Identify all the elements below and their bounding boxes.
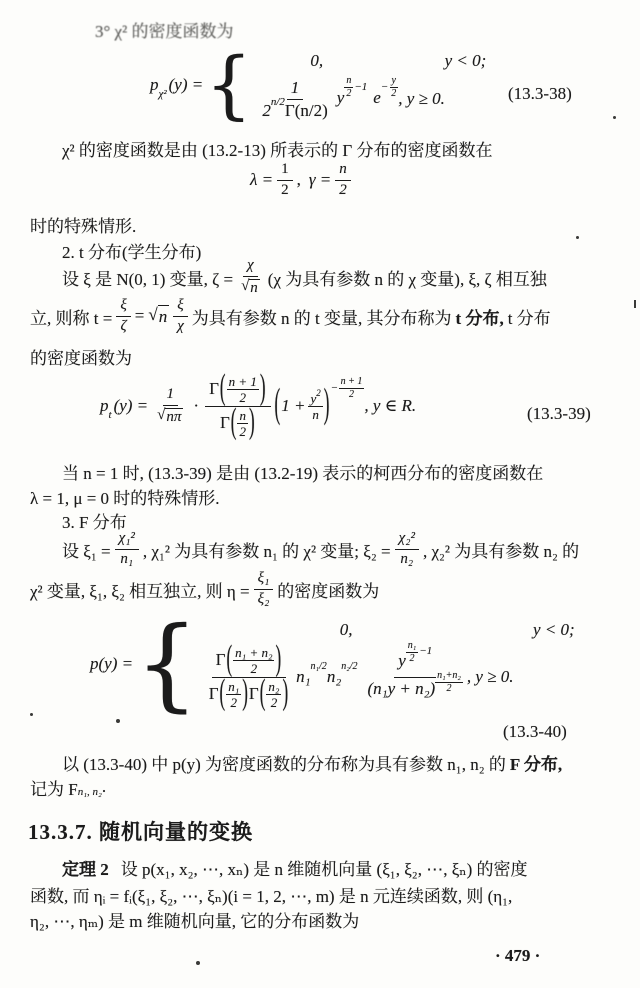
open-paren: ( xyxy=(259,672,266,713)
radical-sign: √ xyxy=(157,406,166,423)
f40-y-num xyxy=(394,639,436,678)
f39-exp-num: n + 1 xyxy=(340,375,363,387)
t-f2-num: ξ xyxy=(116,298,130,317)
f38-condition2: , y ≥ 0. xyxy=(398,89,445,108)
f40-y-exp-num: n₁ xyxy=(407,639,417,651)
gamma-symbol: Γ xyxy=(248,684,259,704)
f-f3-den: ξ₂ xyxy=(257,590,270,607)
f-f1-num: χ₁² xyxy=(115,531,139,550)
f-symbol: 记为 F xyxy=(30,779,78,799)
f39-y-squared xyxy=(308,387,322,407)
f40-n1-over-2 xyxy=(226,680,241,709)
open-paren: ( xyxy=(230,401,237,442)
f38-lhs xyxy=(150,75,204,100)
f38-p: p xyxy=(150,75,159,94)
theorem2-label: 定理 2 xyxy=(62,859,109,879)
f39-y-sup: 2 xyxy=(316,387,321,398)
f-line1-text-c: , χ₂² 为具有参数 n₂ 的 xyxy=(422,541,580,561)
scan-artifact xyxy=(613,116,616,119)
f-f3-num: ξ₁ xyxy=(254,571,274,590)
cauchy-note-line2: λ = 1, μ = 0 时的特殊情形. xyxy=(30,489,220,508)
f40-n1-power xyxy=(296,661,327,687)
f40-y-exp-tail: −1 xyxy=(419,645,433,658)
f-paragraph-line1 xyxy=(62,528,579,570)
f38-e: e xyxy=(373,87,381,107)
t-line2-text-d: t 分布 xyxy=(507,308,551,328)
open-paren: ( xyxy=(226,638,233,679)
f39-g2-den: 2 xyxy=(239,423,246,439)
f40-n1-exp: n₁/2 xyxy=(310,661,327,672)
equation-tag-39: (13.3-39) xyxy=(527,404,591,423)
f40-den xyxy=(364,669,467,703)
scan-artifact xyxy=(116,719,120,723)
t-distribution-heading: 2. t 分布(学生分布) xyxy=(62,243,202,262)
f38-y-exp-num: n xyxy=(346,74,352,86)
f40-n2-power xyxy=(326,661,358,687)
f39-p-subscript: t xyxy=(108,409,112,421)
f39-multiplication-dot: · xyxy=(193,396,200,415)
f-paragraph-line2 xyxy=(30,570,379,608)
gamma-den: 2 xyxy=(339,181,347,198)
t-line2-equals: = xyxy=(134,306,145,325)
f40-gamma-ratio xyxy=(205,638,293,713)
scan-artifact xyxy=(576,236,579,239)
f39-one-plus: 1 + xyxy=(281,396,306,415)
f40-zero: 0, xyxy=(339,619,353,639)
f38-condition1: y < 0; xyxy=(444,50,487,70)
f40-n2-over-2 xyxy=(266,680,281,709)
lambda-gamma-formula xyxy=(250,160,351,200)
lambda-fraction xyxy=(277,162,293,199)
f40-left-brace: { xyxy=(135,605,199,722)
f40-gn-den: 2 xyxy=(250,660,258,676)
f-naming-line1 xyxy=(62,751,562,773)
close-paren: ) xyxy=(242,672,248,713)
cauchy-note-line1: 当 n = 1 时, (13.3-39) 是由 (13.2-19) 表示的柯西分布的密度函数在 xyxy=(62,464,544,483)
f39-n-over-2 xyxy=(237,409,248,438)
t-f3-den: χ xyxy=(177,317,184,334)
f39-gamma-num xyxy=(205,367,270,408)
f38-zero: 0, xyxy=(310,50,324,70)
f40-n2: n₂ xyxy=(326,667,342,686)
f39-condition: , y ∈ R. xyxy=(364,396,417,415)
close-paren: ) xyxy=(323,380,330,427)
item-3-heading: 3° χ² 的密度函数为 xyxy=(95,22,234,41)
theorem2-line3: η₂, ⋯, ηₘ) 是 m 维随机向量, 它的分布函数为 xyxy=(30,912,360,931)
f-naming-text: 以 (13.3-40) 中 p(y) 为密度函数的分布称为具有参数 n₁, n₂ 的 xyxy=(62,754,506,774)
gamma-num: n xyxy=(335,162,351,181)
f40-n2-exp: n₂/2 xyxy=(341,661,358,672)
f40-den-exp-frac xyxy=(435,671,463,694)
gamma-symbol: Γ xyxy=(208,684,219,704)
f40-gd2-den: 2 xyxy=(270,694,278,710)
f-f2-den: n₂ xyxy=(400,550,414,567)
f38-y-exp-den: 2 xyxy=(346,87,352,99)
f38-den-exponent: n/2 xyxy=(270,95,285,108)
f38-fraction xyxy=(258,79,331,120)
t-f1-den xyxy=(237,277,264,297)
f39-exp-den: 2 xyxy=(348,388,354,400)
f40-gn-num: n₁ + n₂ xyxy=(235,644,273,660)
f38-e-exp-den: 2 xyxy=(391,87,397,99)
f38-den-base: 2 xyxy=(262,100,271,120)
f39-f1-den xyxy=(153,406,187,426)
radicand-n: n xyxy=(158,307,168,326)
lambda-num: 1 xyxy=(277,162,293,181)
xi-over-chi-fraction xyxy=(173,298,188,335)
f39-one-over-sqrt-npi xyxy=(153,387,187,426)
t-f2-den: ζ xyxy=(120,317,127,334)
f39-g1-den: 2 xyxy=(239,389,246,405)
f40-den-exp-num: n₁+n₂ xyxy=(437,669,461,681)
radicand-npi: nπ xyxy=(166,408,182,425)
close-paren: ) xyxy=(275,638,282,679)
f39-lhs xyxy=(100,396,149,421)
f-f2-num: χ₂² xyxy=(395,531,419,550)
lambda-equals: λ = xyxy=(250,170,274,189)
f40-case1 xyxy=(205,620,575,640)
f38-frac-numerator: 1 xyxy=(287,79,304,100)
f38-e-exp-sign: − xyxy=(380,81,389,93)
f40-n1-plus-n2-over-2 xyxy=(233,646,274,675)
f-distribution-heading: 3. F 分布 xyxy=(62,513,127,532)
f39-equals: (y) = xyxy=(113,396,149,415)
f38-den-gamma: Γ(n/2) xyxy=(284,100,328,120)
close-paren: ) xyxy=(259,367,266,408)
f40-y: y xyxy=(398,650,406,670)
radical-sign: √ xyxy=(148,305,158,324)
f39-gamma-ratio xyxy=(205,367,270,442)
radicand-n: n xyxy=(250,279,258,296)
open-paren: ( xyxy=(274,380,281,427)
f40-den-exp-den: 2 xyxy=(446,682,452,694)
f39-g2-num: n xyxy=(239,407,246,423)
f40-y-exp-frac xyxy=(406,641,418,664)
f39-exp-sign: − xyxy=(331,382,338,394)
f38-e-power xyxy=(373,74,398,111)
f39-y: y xyxy=(310,390,317,406)
f38-y-exp-tail: −1 xyxy=(354,81,368,93)
theorem2-text1: 设 p(x₁, x₂, ⋯, xₙ) 是 n 维随机向量 (ξ₁, ξ₂, ⋯, ξₙ) 的密度 xyxy=(120,859,528,879)
gamma-paragraph-line1: χ² 的密度函数是由 (13.2-13) 所表示的 Γ 分布的密度函数在 xyxy=(62,141,493,160)
gamma-symbol: Γ xyxy=(219,413,230,433)
close-paren: ) xyxy=(282,672,289,713)
t-line2-text-a: 立, 则称 t = xyxy=(30,308,113,328)
t-line1-text-a: 设 ξ 是 N(0, 1) 变量, ζ = xyxy=(62,269,234,289)
xi-over-zeta-fraction xyxy=(116,298,130,335)
f40-gd1-num: n₁ xyxy=(228,678,240,694)
comma: , xyxy=(296,170,301,189)
t-line1-text-b: (χ 为具有参数 n 的 χ 变量), ξ, ζ 相互独 xyxy=(267,269,547,289)
f38-case2 xyxy=(258,74,486,120)
f40-gd1-den: 2 xyxy=(230,694,237,710)
f38-y-exp-frac xyxy=(344,76,353,99)
equation-tag-38: (13.3-38) xyxy=(508,84,572,103)
page-number: · 479 · xyxy=(495,946,541,965)
period: . xyxy=(101,777,107,796)
f40-n1: n₁ xyxy=(296,667,311,686)
f39-f1-num: 1 xyxy=(163,387,179,406)
f40-cases xyxy=(205,619,575,713)
f38-frac-denominator xyxy=(258,95,331,120)
gamma-equals: γ = xyxy=(308,170,332,189)
lambda-den: 2 xyxy=(281,181,289,198)
f39-exp-frac xyxy=(339,377,365,400)
chi-over-sqrt-n-fraction xyxy=(237,258,264,297)
f38-equals: (y) = xyxy=(168,75,204,94)
f-symbol-subscript: n₁, n₂ xyxy=(77,786,102,798)
chi1-over-n1-fraction xyxy=(115,531,139,568)
close-paren: ) xyxy=(248,401,255,442)
gamma-symbol: Γ xyxy=(215,650,226,670)
f40-case2 xyxy=(205,638,575,713)
open-paren: ( xyxy=(219,672,226,713)
f38-y: y xyxy=(336,87,345,107)
t-f3-num: ξ xyxy=(173,298,187,317)
open-paren: ( xyxy=(219,367,226,408)
formula-13-3-38 xyxy=(150,44,486,126)
t-paragraph-line1 xyxy=(62,258,547,296)
f40-y-exp-den: 2 xyxy=(409,652,415,664)
gamma-symbol: Γ xyxy=(209,379,219,399)
f38-left-brace: { xyxy=(205,42,253,128)
f40-den-base: (n₁y + n₂) xyxy=(367,678,436,698)
scan-artifact xyxy=(30,713,33,716)
scan-artifact xyxy=(196,961,200,965)
f39-gamma-den xyxy=(216,401,260,442)
gamma-fraction xyxy=(335,162,351,199)
f38-y-power xyxy=(336,74,368,111)
f-f1-den: n₁ xyxy=(120,550,134,567)
f-line2-text-a: χ² 变量, ξ₁, ξ₂ 相互独立, 则 η = xyxy=(30,581,250,601)
scan-artifact xyxy=(634,300,636,308)
theorem2-line1 xyxy=(62,856,528,878)
f40-gamma-den xyxy=(205,672,293,713)
f40-gd2-num: n₂ xyxy=(268,678,280,694)
radical-sign: √ xyxy=(241,277,250,294)
f38-e-exp-num: y xyxy=(391,74,396,86)
f39-g1-num: n + 1 xyxy=(228,373,257,389)
t-paragraph-line3: 的密度函数为 xyxy=(30,349,132,368)
f40-lhs: p(y) = xyxy=(90,654,134,673)
f-line2-text-b: 的密度函数为 xyxy=(277,581,380,601)
f39-f2-den: n xyxy=(312,406,319,422)
f-distribution-bold-term: F 分布, xyxy=(509,754,563,774)
formula-13-3-39 xyxy=(100,367,417,442)
t-f1-num: χ xyxy=(243,258,258,277)
f38-case1 xyxy=(258,51,486,71)
formula-13-3-40 xyxy=(90,605,575,722)
f39-p: p xyxy=(100,396,109,415)
section-13-3-7-heading: 13.3.7. 随机向量的变换 xyxy=(28,820,253,844)
f-line1-text-a: 设 ξ₁ = xyxy=(62,541,111,561)
f-naming-line2 xyxy=(30,776,106,798)
t-distribution-bold-term: t 分布, xyxy=(455,308,504,328)
t-line2-text-c: 为具有参数 n 的 t 变量, 其分布称为 xyxy=(191,308,452,328)
equation-tag-40: (13.3-40) xyxy=(503,722,567,741)
xi1-over-xi2-fraction xyxy=(254,571,274,608)
f38-cases xyxy=(258,51,486,120)
f40-condition2: , y ≥ 0. xyxy=(466,667,514,686)
sqrt-n xyxy=(148,305,169,327)
f40-condition1: y < 0; xyxy=(533,619,575,639)
f40-y-ratio xyxy=(364,639,467,703)
f-line1-text-b: , χ₁² 为具有参数 n₁ 的 χ² 变量; ξ₂ = xyxy=(142,541,391,561)
f39-n-plus-1-over-2 xyxy=(227,375,259,404)
chi2-over-n2-fraction xyxy=(395,531,419,568)
f39-exponent xyxy=(331,377,364,400)
gamma-paragraph-line2: 时的特殊情形. xyxy=(30,217,137,236)
f39-y2-over-n xyxy=(308,387,322,422)
t-paragraph-line2 xyxy=(30,296,551,336)
f38-e-exp-frac xyxy=(389,76,398,99)
f38-p-subscript: χ² xyxy=(158,88,167,100)
theorem2-line2: 函数, 而 ηᵢ = fᵢ(ξ₁, ξ₂, ⋯, ξₙ)(i = 1, 2, ⋯, m) 是 n 元连续函数, 则 (η₁, xyxy=(30,887,513,906)
